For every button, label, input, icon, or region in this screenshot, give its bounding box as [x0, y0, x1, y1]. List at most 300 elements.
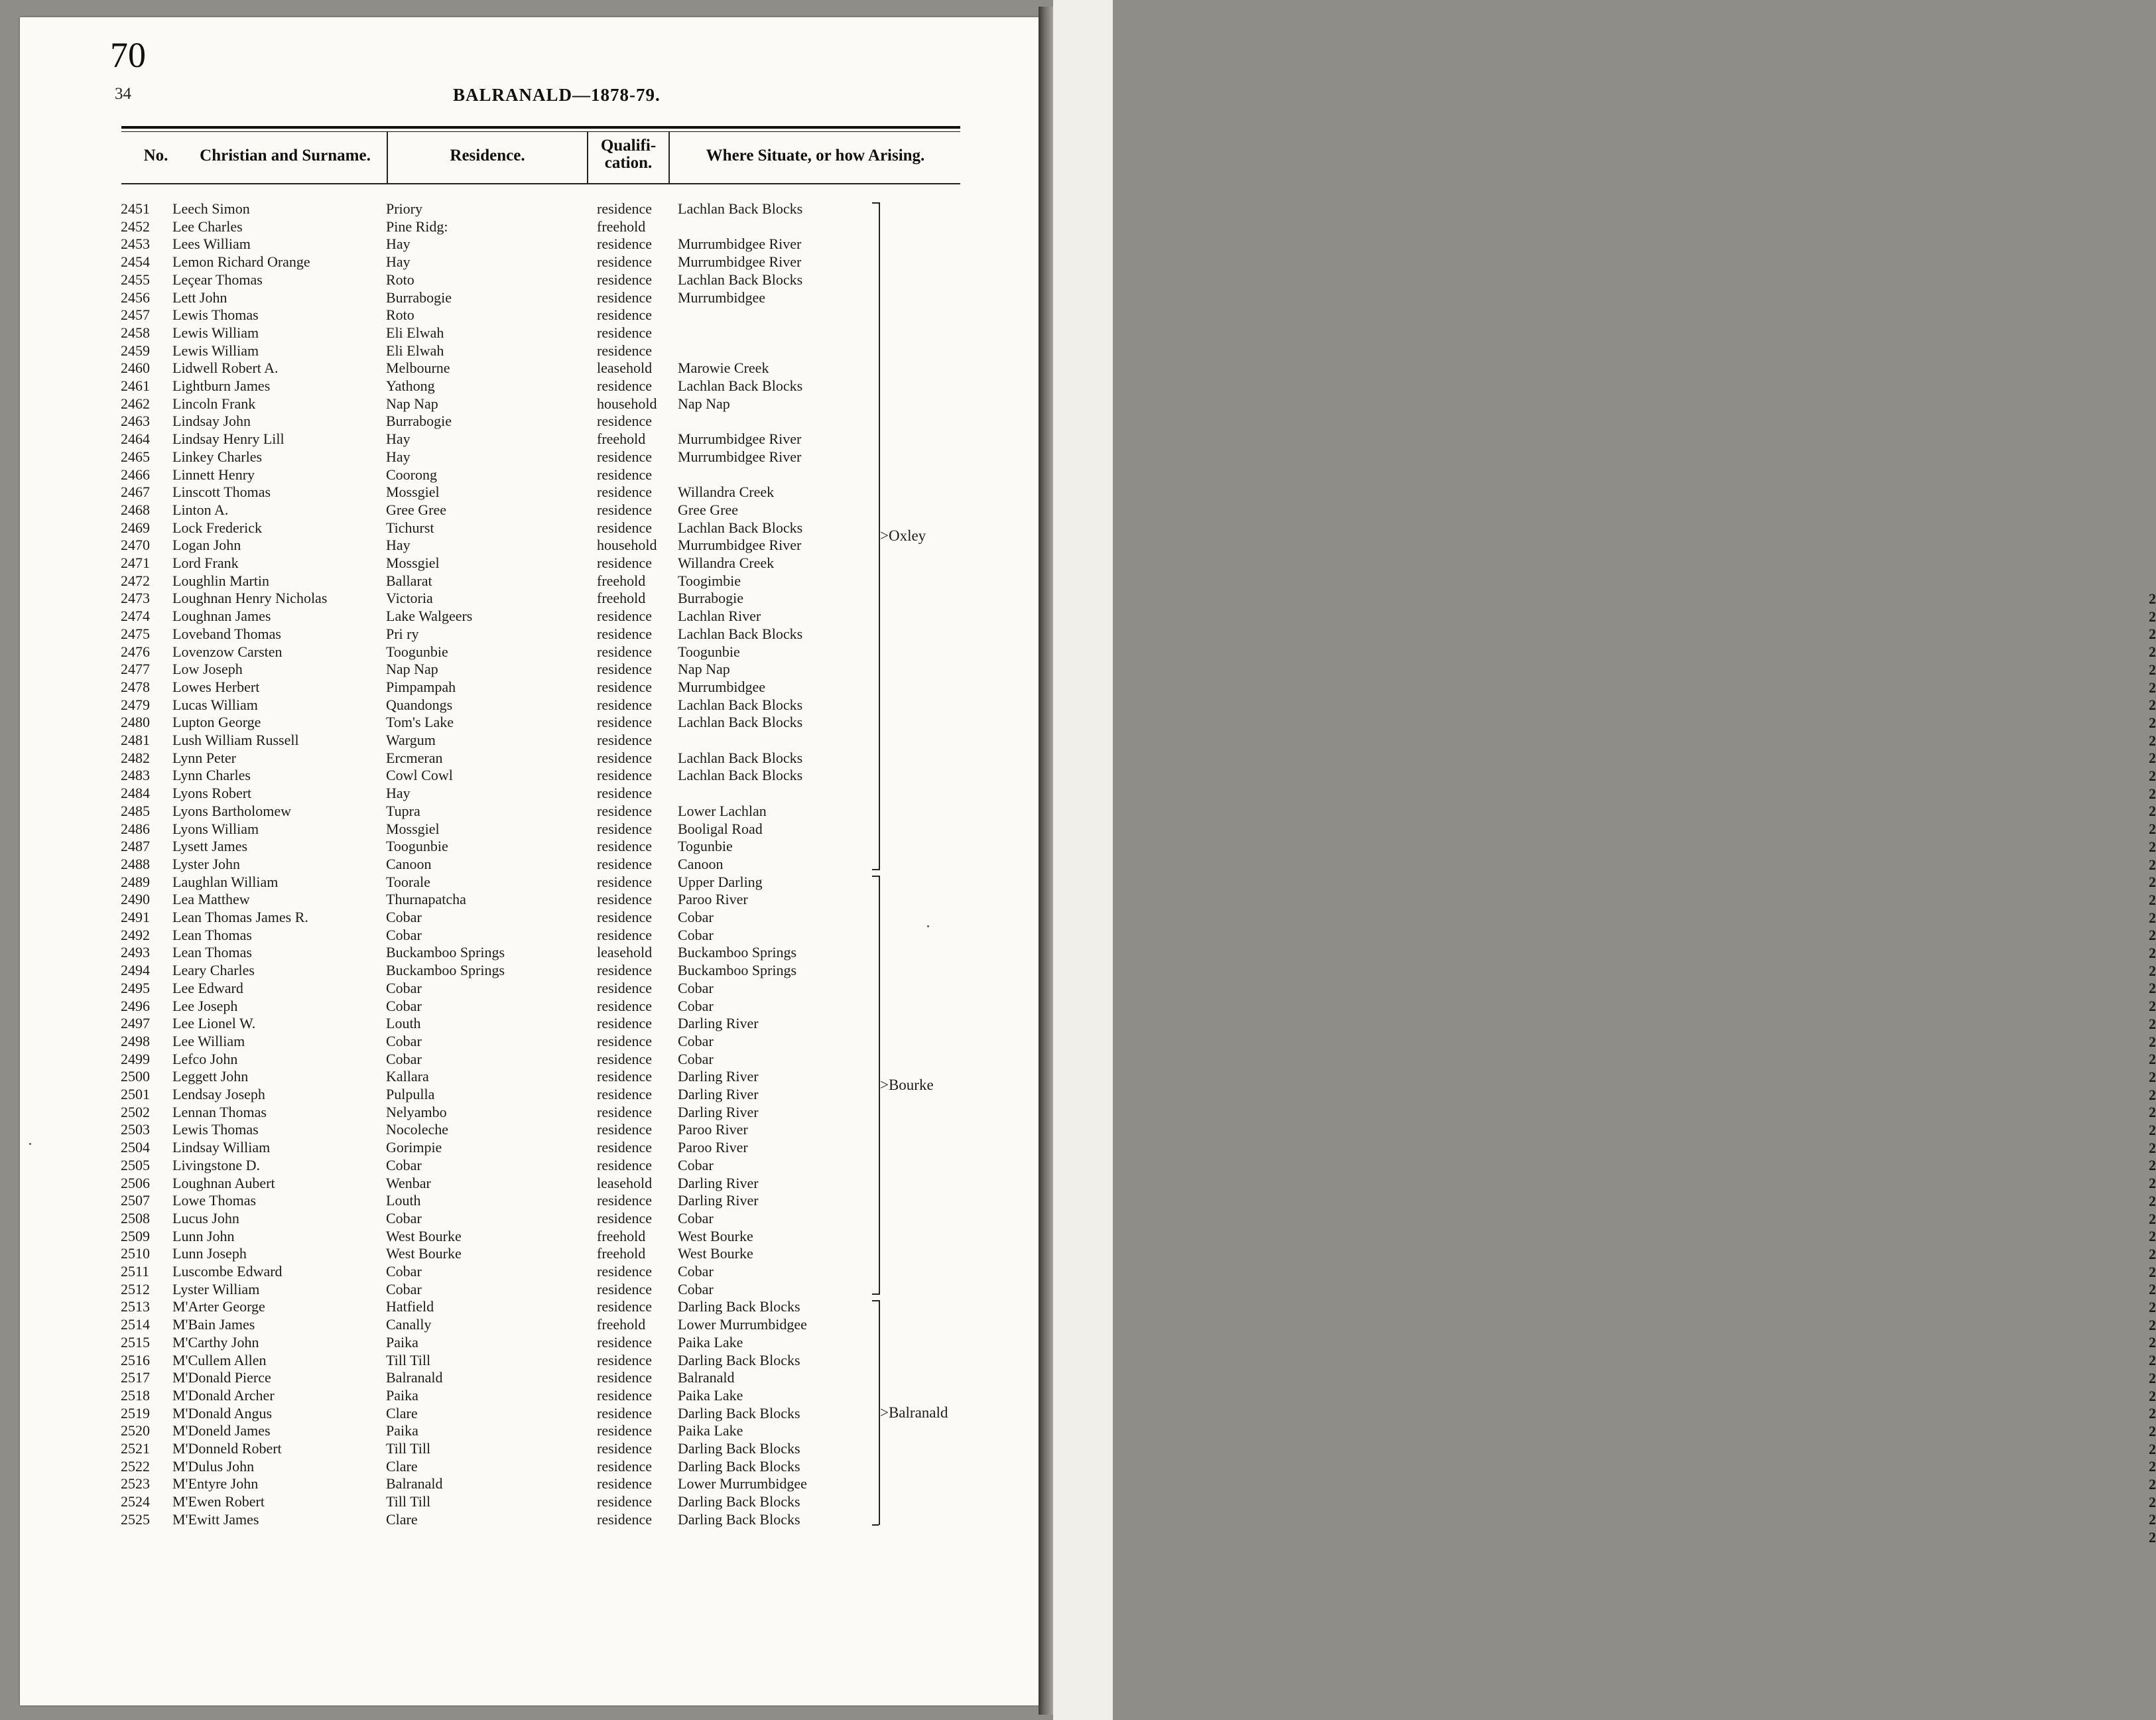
- district-label: >Bourke: [880, 1077, 934, 1093]
- table-row: [0, 306, 928, 324]
- adjacent-page-digit: 2: [2149, 1529, 2156, 1546]
- entry-where-situate: Darling Back Blocks: [678, 1493, 800, 1510]
- entry-number: 2518: [121, 1386, 150, 1404]
- entry-residence: Nelyambo: [386, 1103, 447, 1120]
- entry-residence: Cobar: [386, 1280, 422, 1297]
- entry-where-situate: Buckamboo Springs: [678, 944, 797, 961]
- entry-name: Leggett John: [172, 1068, 249, 1085]
- entry-number: 2495: [121, 979, 150, 996]
- entry-number: 2504: [121, 1139, 150, 1156]
- table-row: [0, 1014, 928, 1032]
- adjacent-page-digit: 2: [2149, 1476, 2156, 1492]
- table-row: [0, 1209, 928, 1227]
- table-row: [0, 1103, 928, 1121]
- entry-name: Lennan Thomas: [172, 1103, 267, 1120]
- entry-name: Lightburn James: [172, 377, 271, 394]
- entry-number: 2458: [121, 324, 150, 341]
- column-header-no: No.: [143, 147, 168, 165]
- table-row: [0, 359, 928, 377]
- entry-name: Logan John: [172, 537, 241, 554]
- entry-where-situate: Darling River: [678, 1068, 759, 1085]
- adjacent-page-digit: 2: [2149, 1051, 2156, 1068]
- entry-residence: Louth: [386, 1192, 421, 1209]
- table-top-rule: [121, 126, 960, 129]
- entry-where-situate: Willandra Creek: [678, 484, 775, 501]
- entry-where-situate: Cobar: [678, 979, 714, 996]
- entry-number: 2507: [121, 1192, 150, 1209]
- adjacent-page-digit: 2: [2149, 998, 2156, 1015]
- entry-where-situate: Toogunbie: [678, 643, 740, 660]
- entry-qualification: residence: [597, 785, 653, 802]
- entry-where-situate: West Bourke: [678, 1245, 753, 1262]
- entry-name: Lindsay John: [172, 413, 251, 430]
- table-row: [0, 713, 928, 731]
- entry-qualification: residence: [597, 661, 653, 678]
- entry-number: 2524: [121, 1493, 150, 1510]
- entry-where-situate: Murrumbidgee River: [678, 448, 802, 465]
- entry-number: 2523: [121, 1475, 150, 1492]
- entry-number: 2490: [121, 891, 150, 908]
- table-row: [0, 536, 928, 554]
- entry-residence: Paika: [386, 1333, 418, 1351]
- entry-qualification: leasehold: [597, 944, 653, 961]
- table-row: [0, 324, 928, 342]
- entry-qualification: residence: [597, 625, 653, 642]
- table-row: [0, 837, 928, 855]
- entry-where-situate: Darling River: [678, 1086, 759, 1102]
- entry-qualification: residence: [597, 1103, 653, 1120]
- table-row: [0, 1174, 928, 1192]
- entry-where-situate: Lachlan Back Blocks: [678, 749, 803, 766]
- entry-where-situate: Lower Lachlan: [678, 802, 767, 819]
- entry-where-situate: Lachlan Back Blocks: [678, 271, 803, 288]
- entry-where-situate: Marowie Creek: [678, 360, 769, 377]
- entry-residence: Cobar: [386, 979, 422, 996]
- entry-name: Loughnan James: [172, 608, 271, 625]
- adjacent-page-digit: 2: [2149, 1263, 2156, 1280]
- table-row: [0, 802, 928, 820]
- entry-number: 2483: [121, 767, 150, 784]
- adjacent-page-digit: 2: [2149, 1157, 2156, 1174]
- entry-where-situate: Cobar: [678, 1263, 714, 1280]
- adjacent-page-digit: 2: [2149, 1369, 2156, 1386]
- entry-qualification: residence: [597, 253, 653, 271]
- entry-where-situate: Cobar: [678, 997, 714, 1014]
- entry-residence: Hay: [386, 537, 411, 554]
- entry-name: M'Ewen Robert: [172, 1493, 265, 1510]
- entry-number: 2494: [121, 962, 150, 979]
- entry-residence: Thurnapatcha: [386, 891, 466, 908]
- adjacent-page-digit: 2: [2149, 856, 2156, 873]
- entry-residence: Pri ry: [386, 625, 419, 642]
- table-row: [0, 1510, 928, 1528]
- entry-name: M'Doneld James: [172, 1422, 271, 1439]
- entry-number: 2481: [121, 732, 150, 748]
- entry-qualification: residence: [597, 1032, 653, 1049]
- table-row: [0, 1191, 928, 1209]
- column-header-residence: Residence.: [450, 147, 525, 165]
- table-row: [0, 908, 928, 926]
- table-row: [0, 784, 928, 802]
- entry-name: Lucus John: [172, 1209, 239, 1226]
- table-row: [0, 519, 928, 537]
- entry-qualification: freehold: [597, 572, 646, 589]
- adjacent-page-digit: 2: [2149, 1405, 2156, 1422]
- table-row: [0, 1032, 928, 1050]
- entry-name: Lendsay Joseph: [172, 1086, 265, 1102]
- entry-number: 2459: [121, 342, 150, 359]
- entry-name: Leech Simon: [172, 200, 250, 217]
- table-row: [0, 943, 928, 961]
- table-row: [0, 1120, 928, 1138]
- entry-residence: Nocoleche: [386, 1121, 449, 1138]
- entry-number: 2474: [121, 608, 150, 625]
- entry-where-situate: Darling River: [678, 1174, 759, 1191]
- entry-qualification: residence: [597, 1493, 653, 1510]
- table-row: [0, 678, 928, 696]
- entry-residence: Cobar: [386, 1263, 422, 1280]
- entry-qualification: residence: [597, 1369, 653, 1386]
- entry-qualification: freehold: [597, 590, 646, 607]
- bracket-cap-top: [872, 1300, 879, 1301]
- table-row: [0, 766, 928, 784]
- entry-number: 2471: [121, 555, 150, 571]
- table-row: [0, 696, 928, 714]
- entry-number: 2510: [121, 1245, 150, 1262]
- entry-residence: Gree Gree: [386, 501, 446, 518]
- entry-where-situate: Lachlan Back Blocks: [678, 696, 803, 713]
- adjacent-page-digit: 2: [2149, 1086, 2156, 1103]
- adjacent-page-digit: 2: [2149, 1316, 2156, 1333]
- entry-number: 2480: [121, 714, 150, 731]
- entry-name: Linscott Thomas: [172, 484, 271, 501]
- entry-residence: Roto: [386, 306, 414, 324]
- entry-residence: Hay: [386, 448, 411, 465]
- entry-residence: Toogunbie: [386, 838, 448, 855]
- entry-qualification: residence: [597, 714, 653, 731]
- entry-where-situate: Gree Gree: [678, 501, 738, 518]
- entry-where-situate: Upper Darling: [678, 873, 763, 890]
- entry-qualification: freehold: [597, 1227, 646, 1244]
- entry-qualification: residence: [597, 1209, 653, 1226]
- adjacent-page-digit: 2: [2149, 1493, 2156, 1510]
- entry-number: 2479: [121, 696, 150, 713]
- entry-name: Lush William Russell: [172, 732, 299, 748]
- entry-residence: Toorale: [386, 873, 430, 890]
- adjacent-page-digit: 2: [2149, 608, 2156, 625]
- table-row: [0, 820, 928, 838]
- entry-where-situate: Lower Murrumbidgee: [678, 1316, 807, 1333]
- entry-number: 2489: [121, 873, 150, 890]
- bracket-cap-top: [872, 202, 879, 204]
- table-row: [0, 926, 928, 944]
- entry-name: Lewis Thomas: [172, 306, 259, 324]
- entry-name: Lovenzow Carsten: [172, 643, 283, 660]
- table-row: [0, 200, 928, 218]
- table-row: [0, 979, 928, 997]
- entry-where-situate: Togunbie: [678, 838, 733, 855]
- adjacent-page-digit: 2: [2149, 803, 2156, 820]
- entry-number: 2516: [121, 1351, 150, 1368]
- entry-name: Lysett James: [172, 838, 248, 855]
- entry-residence: West Bourke: [386, 1245, 462, 1262]
- entry-number: 2472: [121, 572, 150, 589]
- entry-number: 2502: [121, 1103, 150, 1120]
- entry-residence: Tom's Lake: [386, 714, 454, 731]
- table-row: [0, 1457, 928, 1475]
- adjacent-page-digit: 2: [2149, 714, 2156, 731]
- table-row: [0, 430, 928, 448]
- adjacent-page-digit: 2: [2149, 643, 2156, 661]
- entry-where-situate: Paroo River: [678, 1121, 748, 1138]
- entry-residence: Cowl Cowl: [386, 767, 453, 784]
- entry-residence: Nap Nap: [386, 661, 438, 678]
- entry-qualification: residence: [597, 289, 653, 306]
- entry-where-situate: Cobar: [678, 909, 714, 925]
- entry-qualification: residence: [597, 306, 653, 324]
- adjacent-page-digit: 2: [2149, 909, 2156, 926]
- entry-name: Loughnan Henry Nicholas: [172, 590, 328, 607]
- entry-where-situate: Darling River: [678, 1192, 759, 1209]
- entry-name: Lee Lionel W.: [172, 1015, 256, 1032]
- entry-qualification: freehold: [597, 1245, 646, 1262]
- entry-where-situate: Darling Back Blocks: [678, 1440, 800, 1457]
- running-head: BALRANALD—1878-79.: [453, 85, 661, 105]
- table-row: [0, 873, 928, 891]
- entry-residence: Canoon: [386, 855, 432, 872]
- adjacent-page-digit: 2: [2149, 767, 2156, 784]
- entry-residence: Clare: [386, 1457, 418, 1475]
- entry-name: M'Ewitt James: [172, 1510, 259, 1528]
- entry-qualification: residence: [597, 1192, 653, 1209]
- entry-number: 2463: [121, 413, 150, 430]
- entry-where-situate: Paroo River: [678, 1139, 748, 1156]
- entry-number: 2491: [121, 909, 150, 925]
- entry-residence: Paika: [386, 1422, 418, 1439]
- adjacent-page-digit: 2: [2149, 1122, 2156, 1138]
- table-row: [0, 1156, 928, 1174]
- entry-name: Lyster William: [172, 1280, 260, 1297]
- entry-number: 2509: [121, 1227, 150, 1244]
- entry-residence: Roto: [386, 271, 414, 288]
- entry-name: Lee Charles: [172, 218, 243, 235]
- entry-name: Lee William: [172, 1032, 245, 1049]
- entry-number: 2462: [121, 395, 150, 412]
- entry-number: 2470: [121, 537, 150, 554]
- entry-name: Lunn Joseph: [172, 1245, 247, 1262]
- entry-where-situate: Lachlan Back Blocks: [678, 519, 803, 536]
- table-row: [0, 961, 928, 979]
- folio-number: 70: [110, 35, 146, 75]
- entry-name: Lock Frederick: [172, 519, 262, 536]
- ink-speck: [29, 1143, 31, 1145]
- entry-qualification: residence: [597, 555, 653, 571]
- adjacent-page-digit: 2: [2149, 1228, 2156, 1245]
- adjacent-page-digit: 2: [2149, 874, 2156, 891]
- table-row: [0, 448, 928, 466]
- column-header-where: Where Situate, or how Arising.: [706, 147, 925, 165]
- entry-where-situate: West Bourke: [678, 1227, 753, 1244]
- entry-residence: Pulpulla: [386, 1086, 435, 1102]
- table-row: [0, 218, 928, 235]
- table-row: [0, 589, 928, 607]
- adjacent-page-digit: 2: [2149, 1104, 2156, 1121]
- entry-name: Linton A.: [172, 501, 229, 518]
- entry-name: Leçear Thomas: [172, 271, 263, 288]
- entry-name: M'Donneld Robert: [172, 1440, 282, 1457]
- bracket-cap-bottom: [872, 869, 879, 870]
- entry-number: 2475: [121, 625, 150, 642]
- table-row: [0, 749, 928, 767]
- entry-where-situate: Murrumbidgee: [678, 289, 765, 306]
- entry-qualification: residence: [597, 501, 653, 518]
- entry-qualification: residence: [597, 855, 653, 872]
- entry-number: 2485: [121, 802, 150, 819]
- entry-residence: Hay: [386, 253, 411, 271]
- entry-residence: Cobar: [386, 1050, 422, 1067]
- entry-number: 2519: [121, 1404, 150, 1422]
- entry-name: Lupton George: [172, 714, 261, 731]
- entry-name: Lee Joseph: [172, 997, 238, 1014]
- entry-name: Lewis William: [172, 342, 259, 359]
- entry-qualification: residence: [597, 1156, 653, 1173]
- entry-name: Livingstone D.: [172, 1156, 260, 1173]
- adjacent-page-digit: 2: [2149, 1334, 2156, 1351]
- entry-residence: Lake Walgeers: [386, 608, 473, 625]
- entry-qualification: residence: [597, 1440, 653, 1457]
- entry-residence: Cobar: [386, 1156, 422, 1173]
- entry-name: M'Donald Pierce: [172, 1369, 271, 1386]
- entry-where-situate: Paroo River: [678, 891, 748, 908]
- entry-name: M'Carthy John: [172, 1333, 259, 1351]
- table-row: [0, 342, 928, 360]
- bracket-cap-bottom: [872, 1293, 879, 1295]
- table-row: [0, 660, 928, 678]
- table-row: [0, 1262, 928, 1280]
- adjacent-page-digit: 2: [2149, 661, 2156, 678]
- entry-qualification: residence: [597, 696, 653, 713]
- entry-qualification: residence: [597, 484, 653, 501]
- adjacent-page-digit: 2: [2149, 626, 2156, 643]
- table-row: [0, 855, 928, 873]
- entry-residence: Tupra: [386, 802, 420, 819]
- entry-qualification: residence: [597, 962, 653, 979]
- table-row: [0, 1085, 928, 1103]
- table-row: [0, 1386, 928, 1404]
- table-row: [0, 1422, 928, 1439]
- table-row: [0, 395, 928, 413]
- table-row: [0, 1315, 928, 1333]
- adjacent-page-digit: 2: [2149, 696, 2156, 714]
- entry-qualification: residence: [597, 1422, 653, 1439]
- entry-where-situate: Darling Back Blocks: [678, 1351, 800, 1368]
- table-row: [0, 253, 928, 271]
- entry-name: Lyons William: [172, 820, 259, 837]
- adjacent-page-digit: 2: [2149, 1422, 2156, 1439]
- entry-residence: Priory: [386, 200, 422, 217]
- entry-qualification: leasehold: [597, 1174, 653, 1191]
- entry-where-situate: Paika Lake: [678, 1422, 743, 1439]
- entry-residence: Buckamboo Springs: [386, 962, 505, 979]
- entry-number: 2453: [121, 235, 150, 253]
- entry-where-situate: Balranald: [678, 1369, 735, 1386]
- entry-where-situate: Paika Lake: [678, 1333, 743, 1351]
- entry-residence: Ercmeran: [386, 749, 443, 766]
- entry-qualification: residence: [597, 997, 653, 1014]
- entry-qualification: residence: [597, 342, 653, 359]
- entry-number: 2497: [121, 1015, 150, 1032]
- entry-name: M'Bain James: [172, 1316, 255, 1333]
- entry-number: 2457: [121, 306, 150, 324]
- table-row: [0, 625, 928, 643]
- column-header-qualification-line1: Qualifi-: [600, 137, 657, 155]
- entry-qualification: residence: [597, 1298, 653, 1315]
- entry-name: Lewis William: [172, 324, 259, 341]
- adjacent-page-digit: 2: [2149, 732, 2156, 749]
- entry-where-situate: Cobar: [678, 1209, 714, 1226]
- entry-where-situate: Paika Lake: [678, 1386, 743, 1404]
- entry-number: 2513: [121, 1298, 150, 1315]
- entry-where-situate: Cobar: [678, 1280, 714, 1297]
- entry-number: 2508: [121, 1209, 150, 1226]
- table-row: [0, 1475, 928, 1492]
- entry-name: Linkey Charles: [172, 448, 263, 465]
- adjacent-page-digit: 2: [2149, 945, 2156, 961]
- entry-number: 2522: [121, 1457, 150, 1475]
- entry-number: 2461: [121, 377, 150, 394]
- entry-residence: Mossgiel: [386, 555, 440, 571]
- table-row: [0, 1244, 928, 1262]
- entry-name: Lean Thomas James R.: [172, 909, 308, 925]
- entry-number: 2455: [121, 271, 150, 288]
- adjacent-page-digit: 2: [2149, 750, 2156, 767]
- entry-residence: Buckamboo Springs: [386, 944, 505, 961]
- entry-qualification: residence: [597, 1386, 653, 1404]
- table-row: [0, 412, 928, 430]
- entry-where-situate: Booligal Road: [678, 820, 763, 837]
- entry-residence: Mossgiel: [386, 820, 440, 837]
- entry-qualification: residence: [597, 466, 653, 483]
- entry-residence: Quandongs: [386, 696, 453, 713]
- adjacent-page-digit: 2: [2149, 590, 2156, 607]
- entry-residence: West Bourke: [386, 1227, 462, 1244]
- entry-qualification: residence: [597, 271, 653, 288]
- entry-number: 2501: [121, 1086, 150, 1102]
- entry-number: 2454: [121, 253, 150, 271]
- entry-residence: Nap Nap: [386, 395, 438, 412]
- entry-qualification: residence: [597, 979, 653, 996]
- entry-qualification: residence: [597, 1139, 653, 1156]
- entry-residence: Melbourne: [386, 360, 450, 377]
- table-row: [0, 466, 928, 484]
- entry-residence: Clare: [386, 1404, 418, 1422]
- entry-name: Lidwell Robert A.: [172, 360, 279, 377]
- entry-number: 2469: [121, 519, 150, 536]
- adjacent-page-digit: 2: [2149, 679, 2156, 696]
- entry-qualification: residence: [597, 1510, 653, 1528]
- column-divider: [668, 132, 670, 183]
- entry-qualification: residence: [597, 1050, 653, 1067]
- column-divider: [587, 132, 588, 183]
- entry-name: Lyster John: [172, 855, 241, 872]
- entry-residence: Hay: [386, 785, 411, 802]
- entry-residence: Coorong: [386, 466, 437, 483]
- entry-number: 2515: [121, 1333, 150, 1351]
- entry-qualification: residence: [597, 732, 653, 748]
- table-row: [0, 1439, 928, 1457]
- entry-qualification: residence: [597, 802, 653, 819]
- entry-number: 2498: [121, 1032, 150, 1049]
